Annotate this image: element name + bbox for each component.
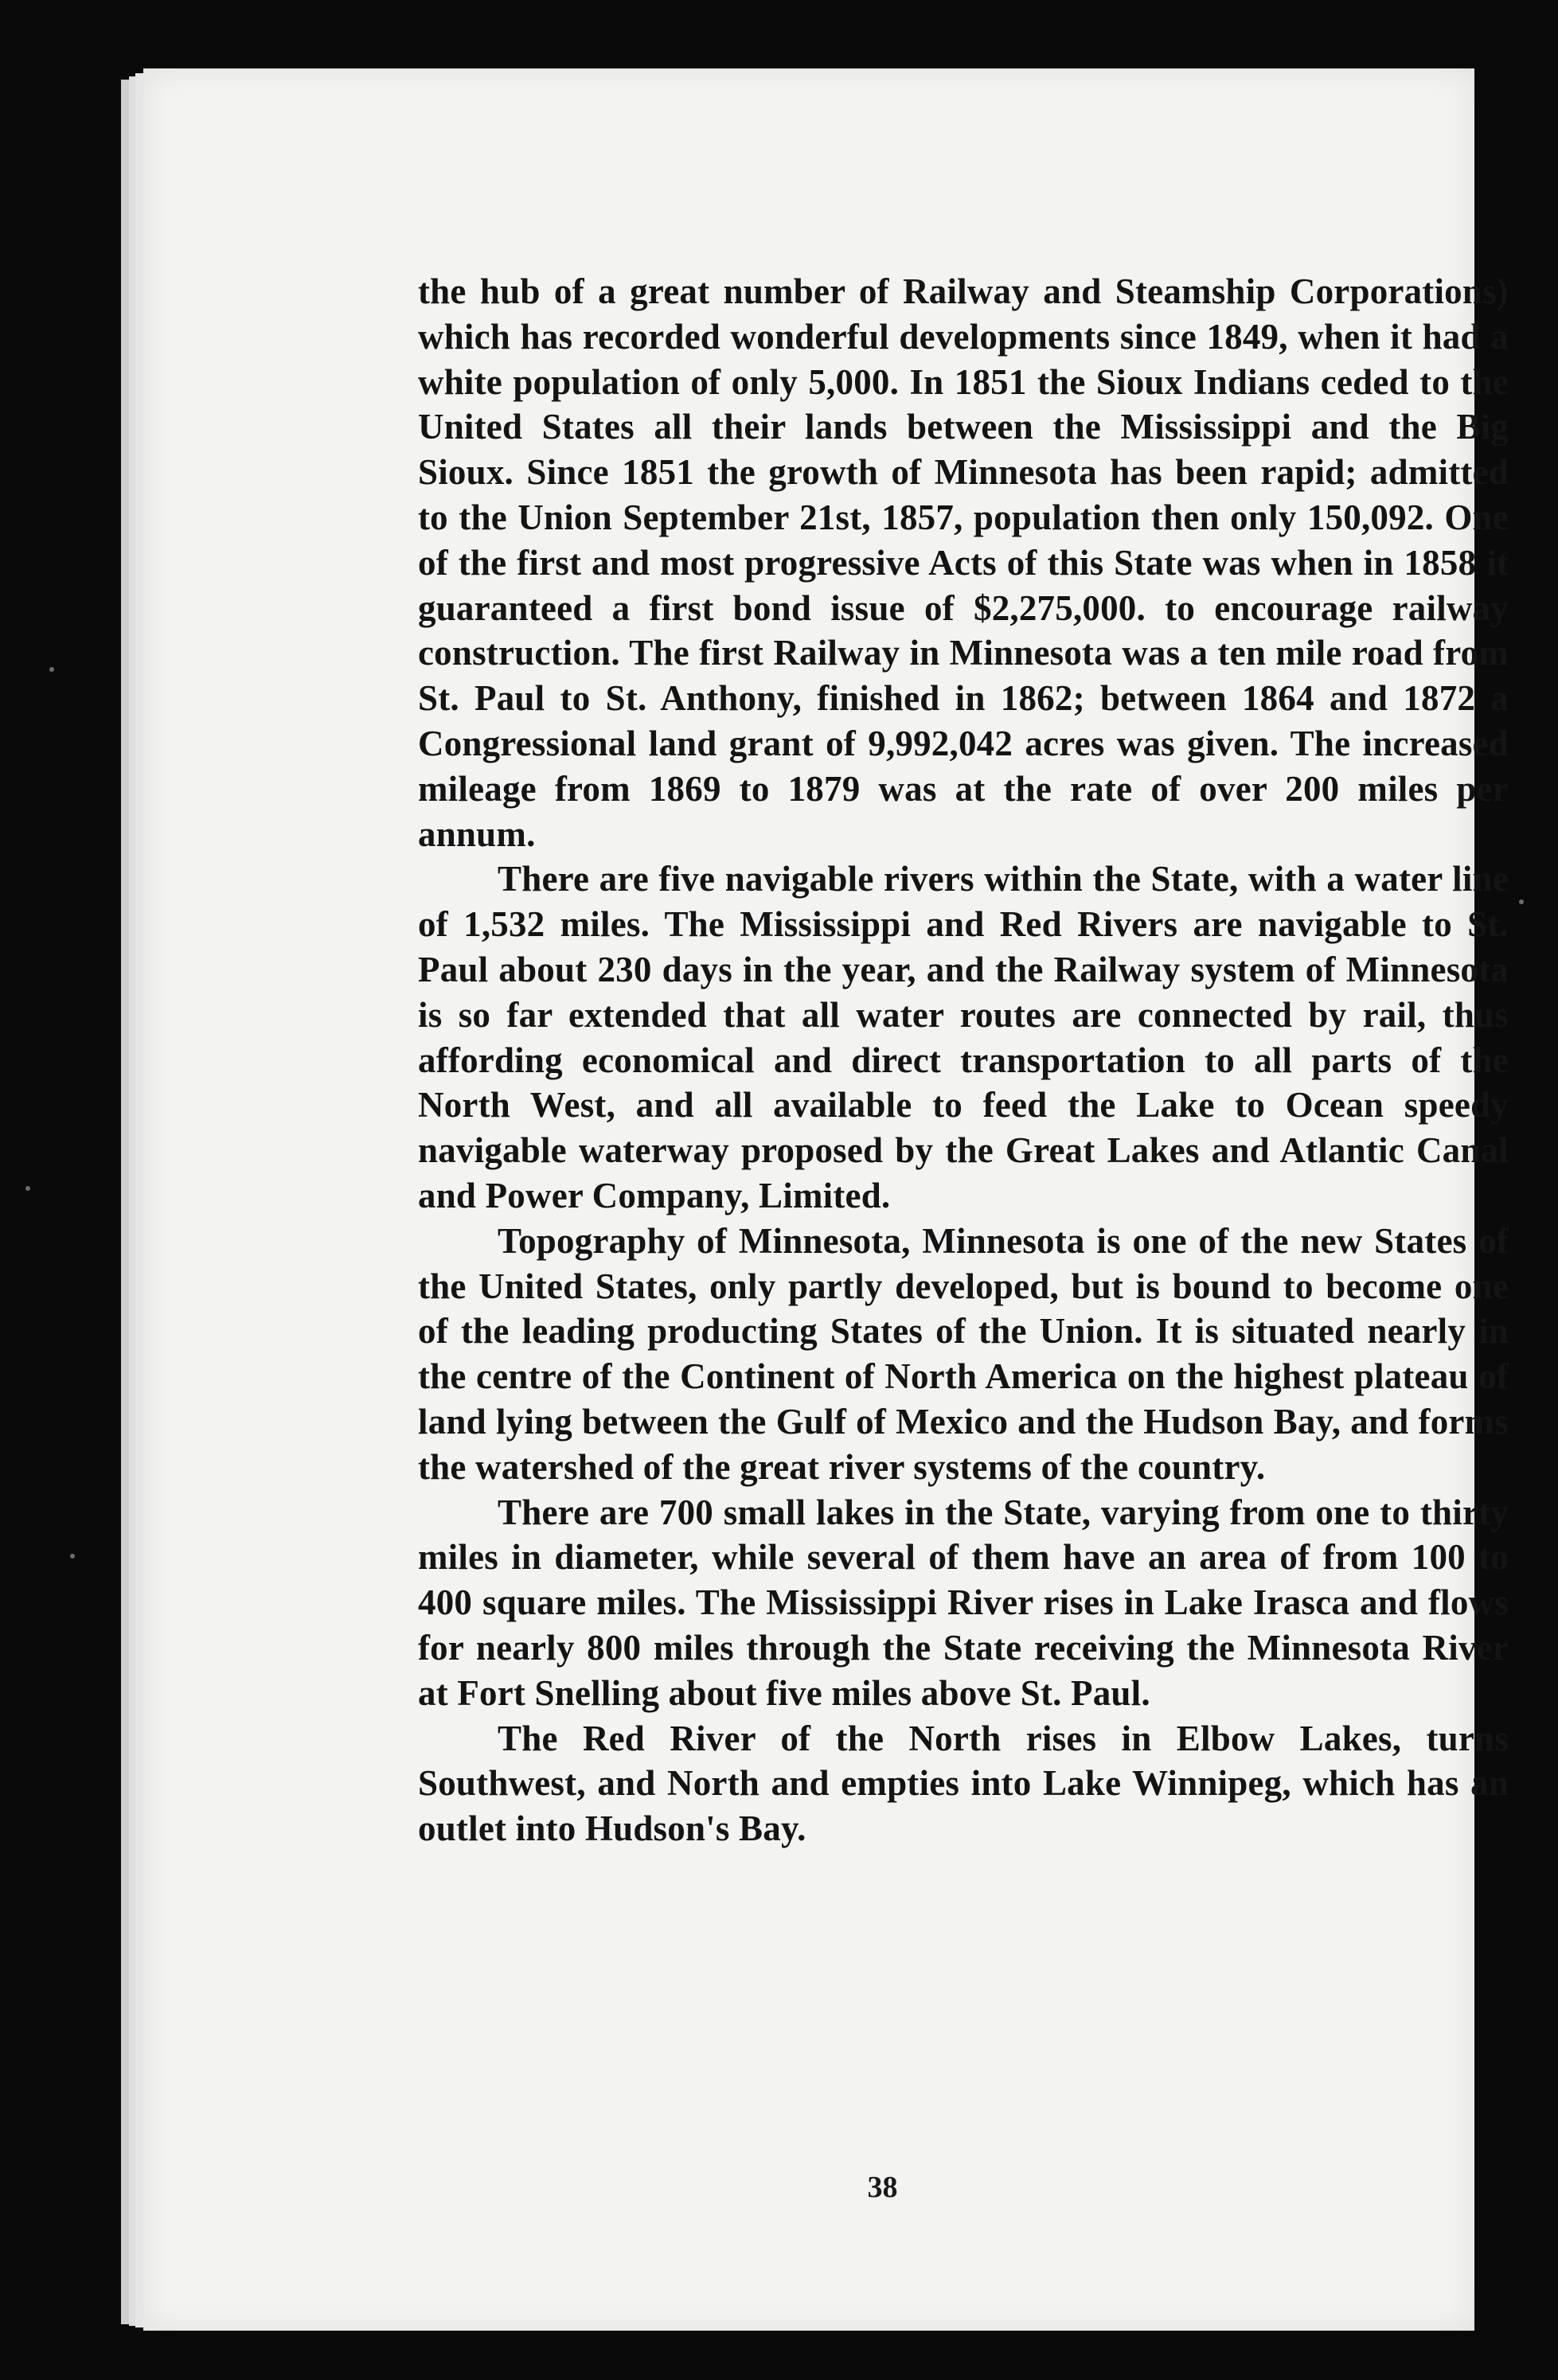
scan-speck	[49, 667, 54, 672]
paragraph-1: the hub of a great number of Railway and Steamship Corporations) which has recorded wonderful developments since 1849, when it had a white population of only 5,000. In 1851 the Sioux Indians ceded to the United States all their lands between the Mississippi and the Big Sioux. Since 1851 the growth of Minnesota has been rapid; admitted to the Union September 21st, 1857, population then only 150,092. One of the first and most progressive Acts of this State was when in 1858 it guaranteed a first bond issue of $2,275,000. to encourage railway construction. The first Railway in Minnesota was a ten mile road from St. Paul to St. Anthony, finished in 1862; between 1864 and 1872 a Congressional land grant of 9,992,042 acres was given. The increased mileage from 1869 to 1879 was at the rate of over 200 miles per annum.	[418, 271, 1509, 854]
paragraph-4: There are 700 small lakes in the State, varying from one to thirty miles in diameter, while several of them have an area of from 100 to 400 square miles. The Mississippi River rises in Lake Irasca and flows for nearly 800 miles through the State receiving the Minnesota River at Fort Snelling about five miles above St. Paul.	[418, 1492, 1509, 1713]
scan-speck	[1519, 899, 1524, 904]
scan-speck	[70, 1554, 75, 1559]
paragraph-2: There are five navigable rivers within the State, with a water line of 1,532 miles. The Mississippi and Red Rivers are navigable to St. Paul about 230 days in the year, and the Railway system of Minnesota is so far extended that all water routes are connected by rail, thus affording economical and direct transportation to all parts of the North West, and all available to feed the Lake to Ocean speedy navigable waterway proposed by the Great Lakes and Atlantic Canal and Power Company, Limited.	[418, 859, 1509, 1215]
paragraph-5: The Red River of the North rises in Elbow Lakes, turns Southwest, and North and empties into Lake Winnipeg, which has an outlet into Hudson's Bay.	[418, 1718, 1509, 1849]
paragraph-3: Topography of Minnesota, Minnesota is one of the new States of the United States, only partly developed, but is bound to become one of the leading producting States of the Union. It is situated nearly in the centre of the Continent of North America on the highest plateau of land lying between the Gulf of Mexico and the Hudson Bay, and forms the watershed of the great river systems of the country.	[418, 1220, 1509, 1487]
scan-speck	[25, 1186, 30, 1191]
page-number: 38	[867, 2171, 898, 2204]
body-text	[418, 269, 1509, 1851]
